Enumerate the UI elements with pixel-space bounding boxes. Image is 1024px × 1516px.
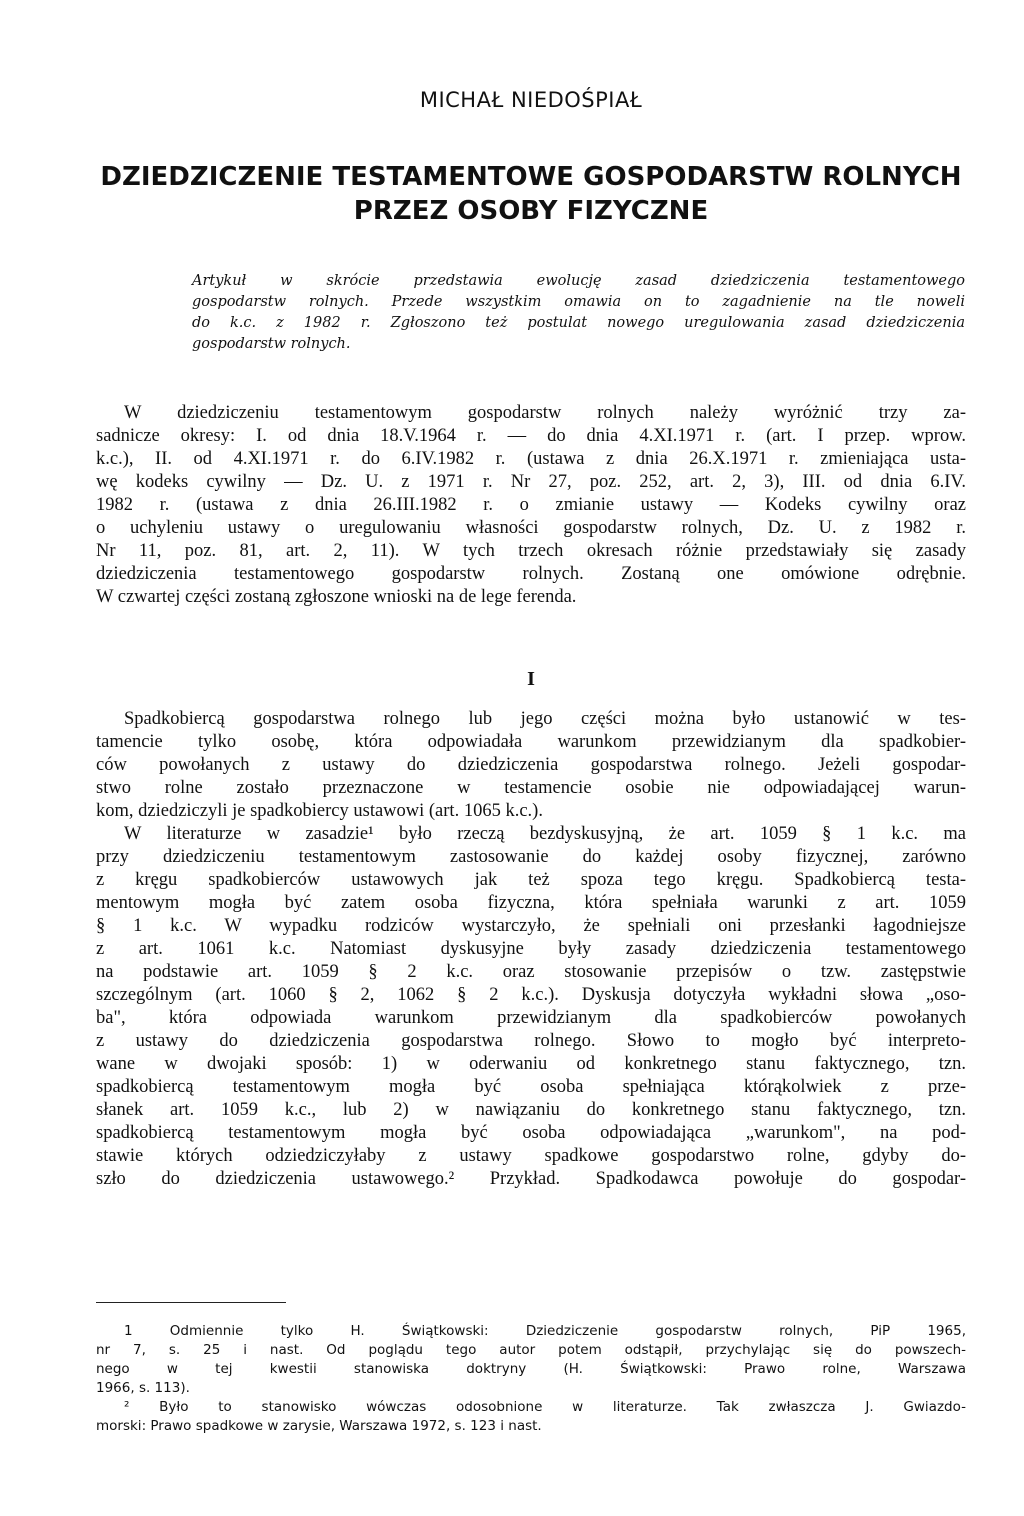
text-line: Spadkobiercą gospodarstwa rolnego lub jego części można było ustanowić w tes- [124,709,966,729]
text-line: wane w dwojaki sposób: 1) w oderwaniu od konkretnego stanu faktycznego, tzn. [96,1054,966,1074]
text-line: szło do dziedziczenia ustawowego.² Przykład. Spadkodawca powołuje do gospodar- [96,1169,966,1189]
text-line: na podstawie art. 1059 § 2 k.c. oraz stosowanie przepisów o tzw. zastępstwie [96,962,966,982]
text-line: k.c.), II. od 4.XI.1971 r. do 6.IV.1982 r. (ustawa z dnia 26.X.1971 r. zmieniająca usta- [96,449,966,469]
text-line: o uchyleniu ustawy o uregulowaniu własności gospodarstw rolnych, Dz. U. z 1982 r. [96,518,966,538]
section-heading: I [527,668,535,690]
text-line: słanek art. 1059 k.c., lub 2) w nawiązaniu do konkretnego stanu faktycznego, tzn. [96,1100,966,1120]
text-line: z art. 1061 k.c. Natomiast dyskusyjne były zasady dziedziczenia testamentowego [96,939,966,959]
abstract-line: gospodarstw rolnych. [192,336,351,352]
text-line: szczególnym (art. 1060 § 2, 1062 § 2 k.c.). Dyskusja dotyczyła wykładni słowa „oso- [96,985,966,1005]
text-line: W literaturze w zasadzie¹ było rzeczą bezdyskusyjną, że art. 1059 § 1 k.c. ma [124,824,966,844]
text-line: ba", która odpowiada warunkom przewidzianym dla spadkobierców powołanych [96,1008,966,1028]
abstract [192,271,965,355]
footnote-line: morski: Prawo spadkowe w zarysie, Warszawa 1972, s. 123 i nast. [96,1418,542,1434]
text-line: przy dziedziczeniu testamentowym zastosowanie do każdej osoby fizycznej, zarówno [96,847,966,867]
abstract-line: Artykuł w skrócie przedstawia ewolucję zasad dziedziczenia testamentowego [192,273,965,289]
text-line: § 1 k.c. W wypadku rodziców wystarczyło, że spełniali oni przesłanki łagodniejsze [96,916,966,936]
intro-paragraph [96,402,966,609]
text-line: dziedziczenia testamentowego gospodarstw rolnych. Zostaną one omówione odrębnie. [96,564,966,584]
footnote-line: 1 Odmiennie tylko H. Świątkowski: Dziedziczenie gospodarstw rolnych, PiP 1965, [124,1323,966,1339]
text-line: W czwartej części zostaną zgłoszone wnioski na de lege ferenda. [96,587,577,607]
text-line: kom, dziedziczyli je spadkobiercy ustawowi (art. 1065 k.c.). [96,801,543,821]
text-line: z ustawy do dziedziczenia gospodarstwa rolnego. Słowo to mogło być interpreto- [96,1031,966,1051]
text-line: Nr 11, poz. 81, art. 2, 11). W tych trzech okresach różnie przedstawiały się zasady [96,541,966,561]
text-line: tamencie tylko osobę, która odpowiadała warunkom przewidzianym dla spadkobier- [96,732,966,752]
text-line: W dziedziczeniu testamentowym gospodarstw rolnych należy wyróżnić trzy za- [124,403,966,423]
text-line: 1982 r. (ustawa z dnia 26.III.1982 r. o zmianie ustawy — Kodeks cywilny oraz [96,495,966,515]
footnote-line: nr 7, s. 25 i nast. Od poglądu tego autor potem odstąpił, przychylając się do powszech- [96,1342,966,1358]
article-title [96,160,966,228]
footnote-line: nego w tej kwestii stanowiska doktryny (H. Świątkowski: Prawo rolne, Warszawa [96,1361,966,1377]
text-line: stwo rolne zostało przeznaczone w testamencie osobie nie odpowiadającej warun- [96,778,966,798]
text-line: ców powołanych z ustawy do dziedziczenia gospodarstwa rolnego. Jeżeli gospodar- [96,755,966,775]
footnote-divider [96,1302,286,1303]
author-name: MICHAŁ NIEDOŚPIAŁ [419,88,643,112]
text-line: sadnicze okresy: I. od dnia 18.V.1964 r. — do dnia 4.XI.1971 r. (art. I przep. wprow. [96,426,966,446]
text-line: spadkobiercą testamentowym mogła być osoba odpowiadająca „warunkom", na pod- [96,1123,966,1143]
abstract-line: gospodarstw rolnych. Przede wszystkim omawia on to zagadnienie na tle noweli [192,294,965,310]
text-line: mentowym mogła być zatem osoba fizyczna, która spełniała warunki z art. 1059 [96,893,966,913]
abstract-line: do k.c. z 1982 r. Zgłoszono też postulat nowego uregulowania zasad dziedziczenia [192,315,965,331]
title-line: PRZEZ OSOBY FIZYCZNE [353,196,709,226]
title-line: DZIEDZICZENIE TESTAMENTOWE GOSPODARSTW ROLNYCH [100,162,962,192]
text-line: z kręgu spadkobierców ustawowych jak też spoza tego kręgu. Spadkobiercą testa- [96,870,966,890]
body-text [96,708,966,1191]
footnote-line: ² Było to stanowisko wówczas odosobnione w literaturze. Tak zwłaszcza J. Gwiazdo- [124,1399,966,1415]
footnotes [96,1322,966,1436]
text-line: wę kodeks cywilny — Dz. U. z 1971 r. Nr 27, poz. 252, art. 2, 3), III. od dnia 6.IV. [96,472,966,492]
text-line: stawie których odziedziczyłaby z ustawy spadkowe gospodarstwo rolne, gdyby do- [96,1146,966,1166]
text-line: spadkobiercą testamentowym mogła być osoba spełniająca którąkolwiek z prze- [96,1077,966,1097]
footnote-line: 1966, s. 113). [96,1380,190,1396]
